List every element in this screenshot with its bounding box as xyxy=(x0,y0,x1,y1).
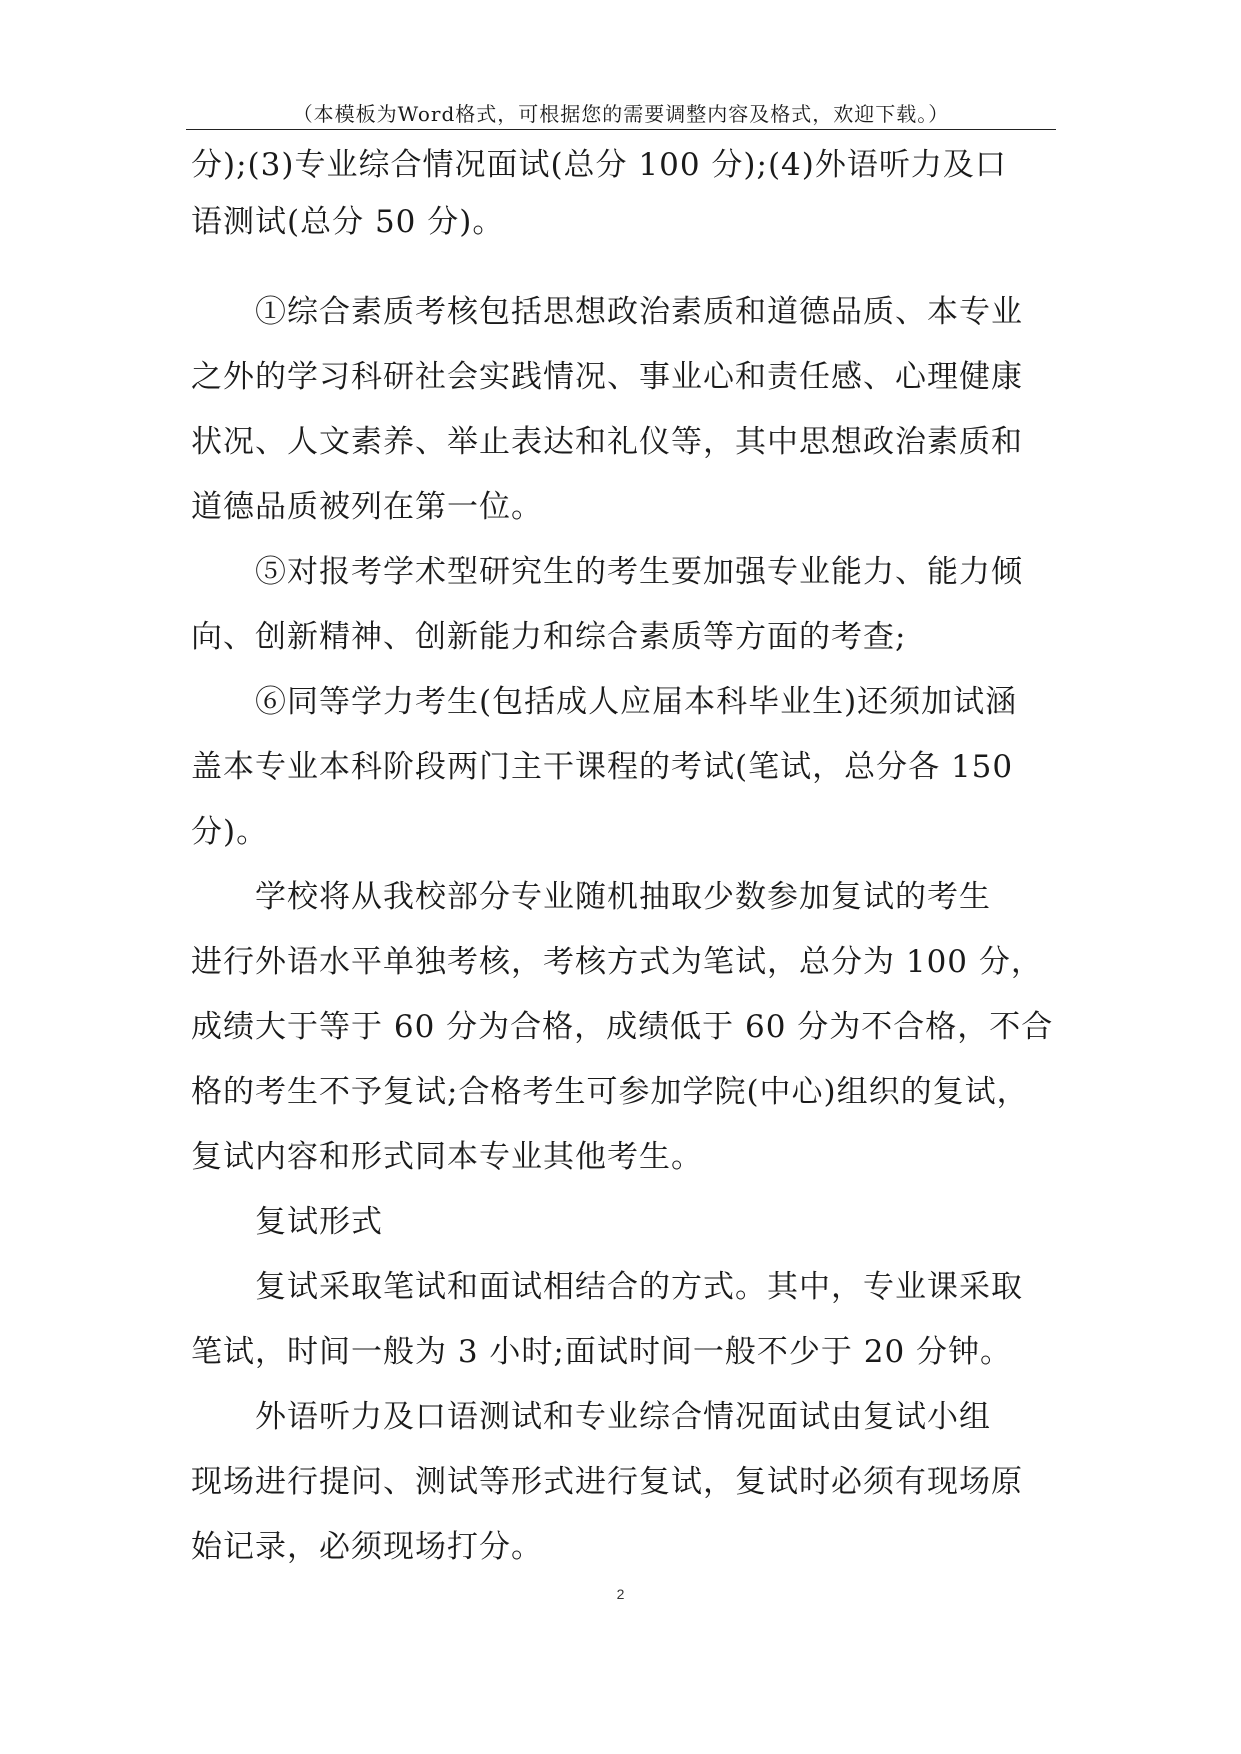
body-line: 语测试(总分 50 分)。 xyxy=(191,204,505,240)
paragraph-oral-test-start: 外语听力及口语测试和专业综合情况面试由复试小组 xyxy=(255,1399,991,1435)
paragraph-6-start: ⑥同等学力考生(包括成人应届本科毕业生)还须加试涵 xyxy=(255,684,1018,720)
paragraph-5-start: ⑤对报考学术型研究生的考生要加强专业能力、能力倾 xyxy=(255,554,1023,590)
body-line: 分);(3)专业综合情况面试(总分 100 分);(4)外语听力及口 xyxy=(191,147,1007,183)
body-line: 进行外语水平单独考核，考核方式为笔试，总分为 100 分， xyxy=(191,944,1043,980)
header-template-note: （本模板为Word格式，可根据您的需要调整内容及格式，欢迎下载。） xyxy=(292,102,950,126)
body-line: 格的考生不予复试;合格考生可参加学院(中心)组织的复试， xyxy=(191,1074,1029,1110)
body-line: 复试内容和形式同本专业其他考生。 xyxy=(191,1139,703,1175)
page-number: 2 xyxy=(616,1586,625,1602)
body-line: 现场进行提问、测试等形式进行复试，复试时必须有现场原 xyxy=(191,1464,1023,1500)
body-line: 成绩大于等于 60 分为合格，成绩低于 60 分为不合格，不合 xyxy=(191,1009,1054,1045)
body-line: 之外的学习科研社会实践情况、事业心和责任感、心理健康 xyxy=(191,359,1023,395)
header-divider xyxy=(186,129,1056,130)
paragraph-foreign-language-start: 学校将从我校部分专业随机抽取少数参加复试的考生 xyxy=(255,879,991,915)
body-line: 始记录，必须现场打分。 xyxy=(191,1529,543,1565)
paragraph-1-start: ①综合素质考核包括思想政治素质和道德品质、本专业 xyxy=(255,294,1023,330)
body-line: 状况、人文素养、举止表达和礼仪等，其中思想政治素质和 xyxy=(191,424,1023,460)
body-line: 笔试，时间一般为 3 小时;面试时间一般不少于 20 分钟。 xyxy=(191,1334,1013,1370)
body-line: 向、创新精神、创新能力和综合素质等方面的考查; xyxy=(191,619,907,655)
section-heading: 复试形式 xyxy=(255,1204,383,1240)
body-line: 道德品质被列在第一位。 xyxy=(191,489,543,525)
body-line: 盖本专业本科阶段两门主干课程的考试(笔试，总分各 150 xyxy=(191,749,1014,785)
paragraph-format-start: 复试采取笔试和面试相结合的方式。其中，专业课采取 xyxy=(255,1269,1023,1305)
body-line: 分)。 xyxy=(191,814,269,850)
